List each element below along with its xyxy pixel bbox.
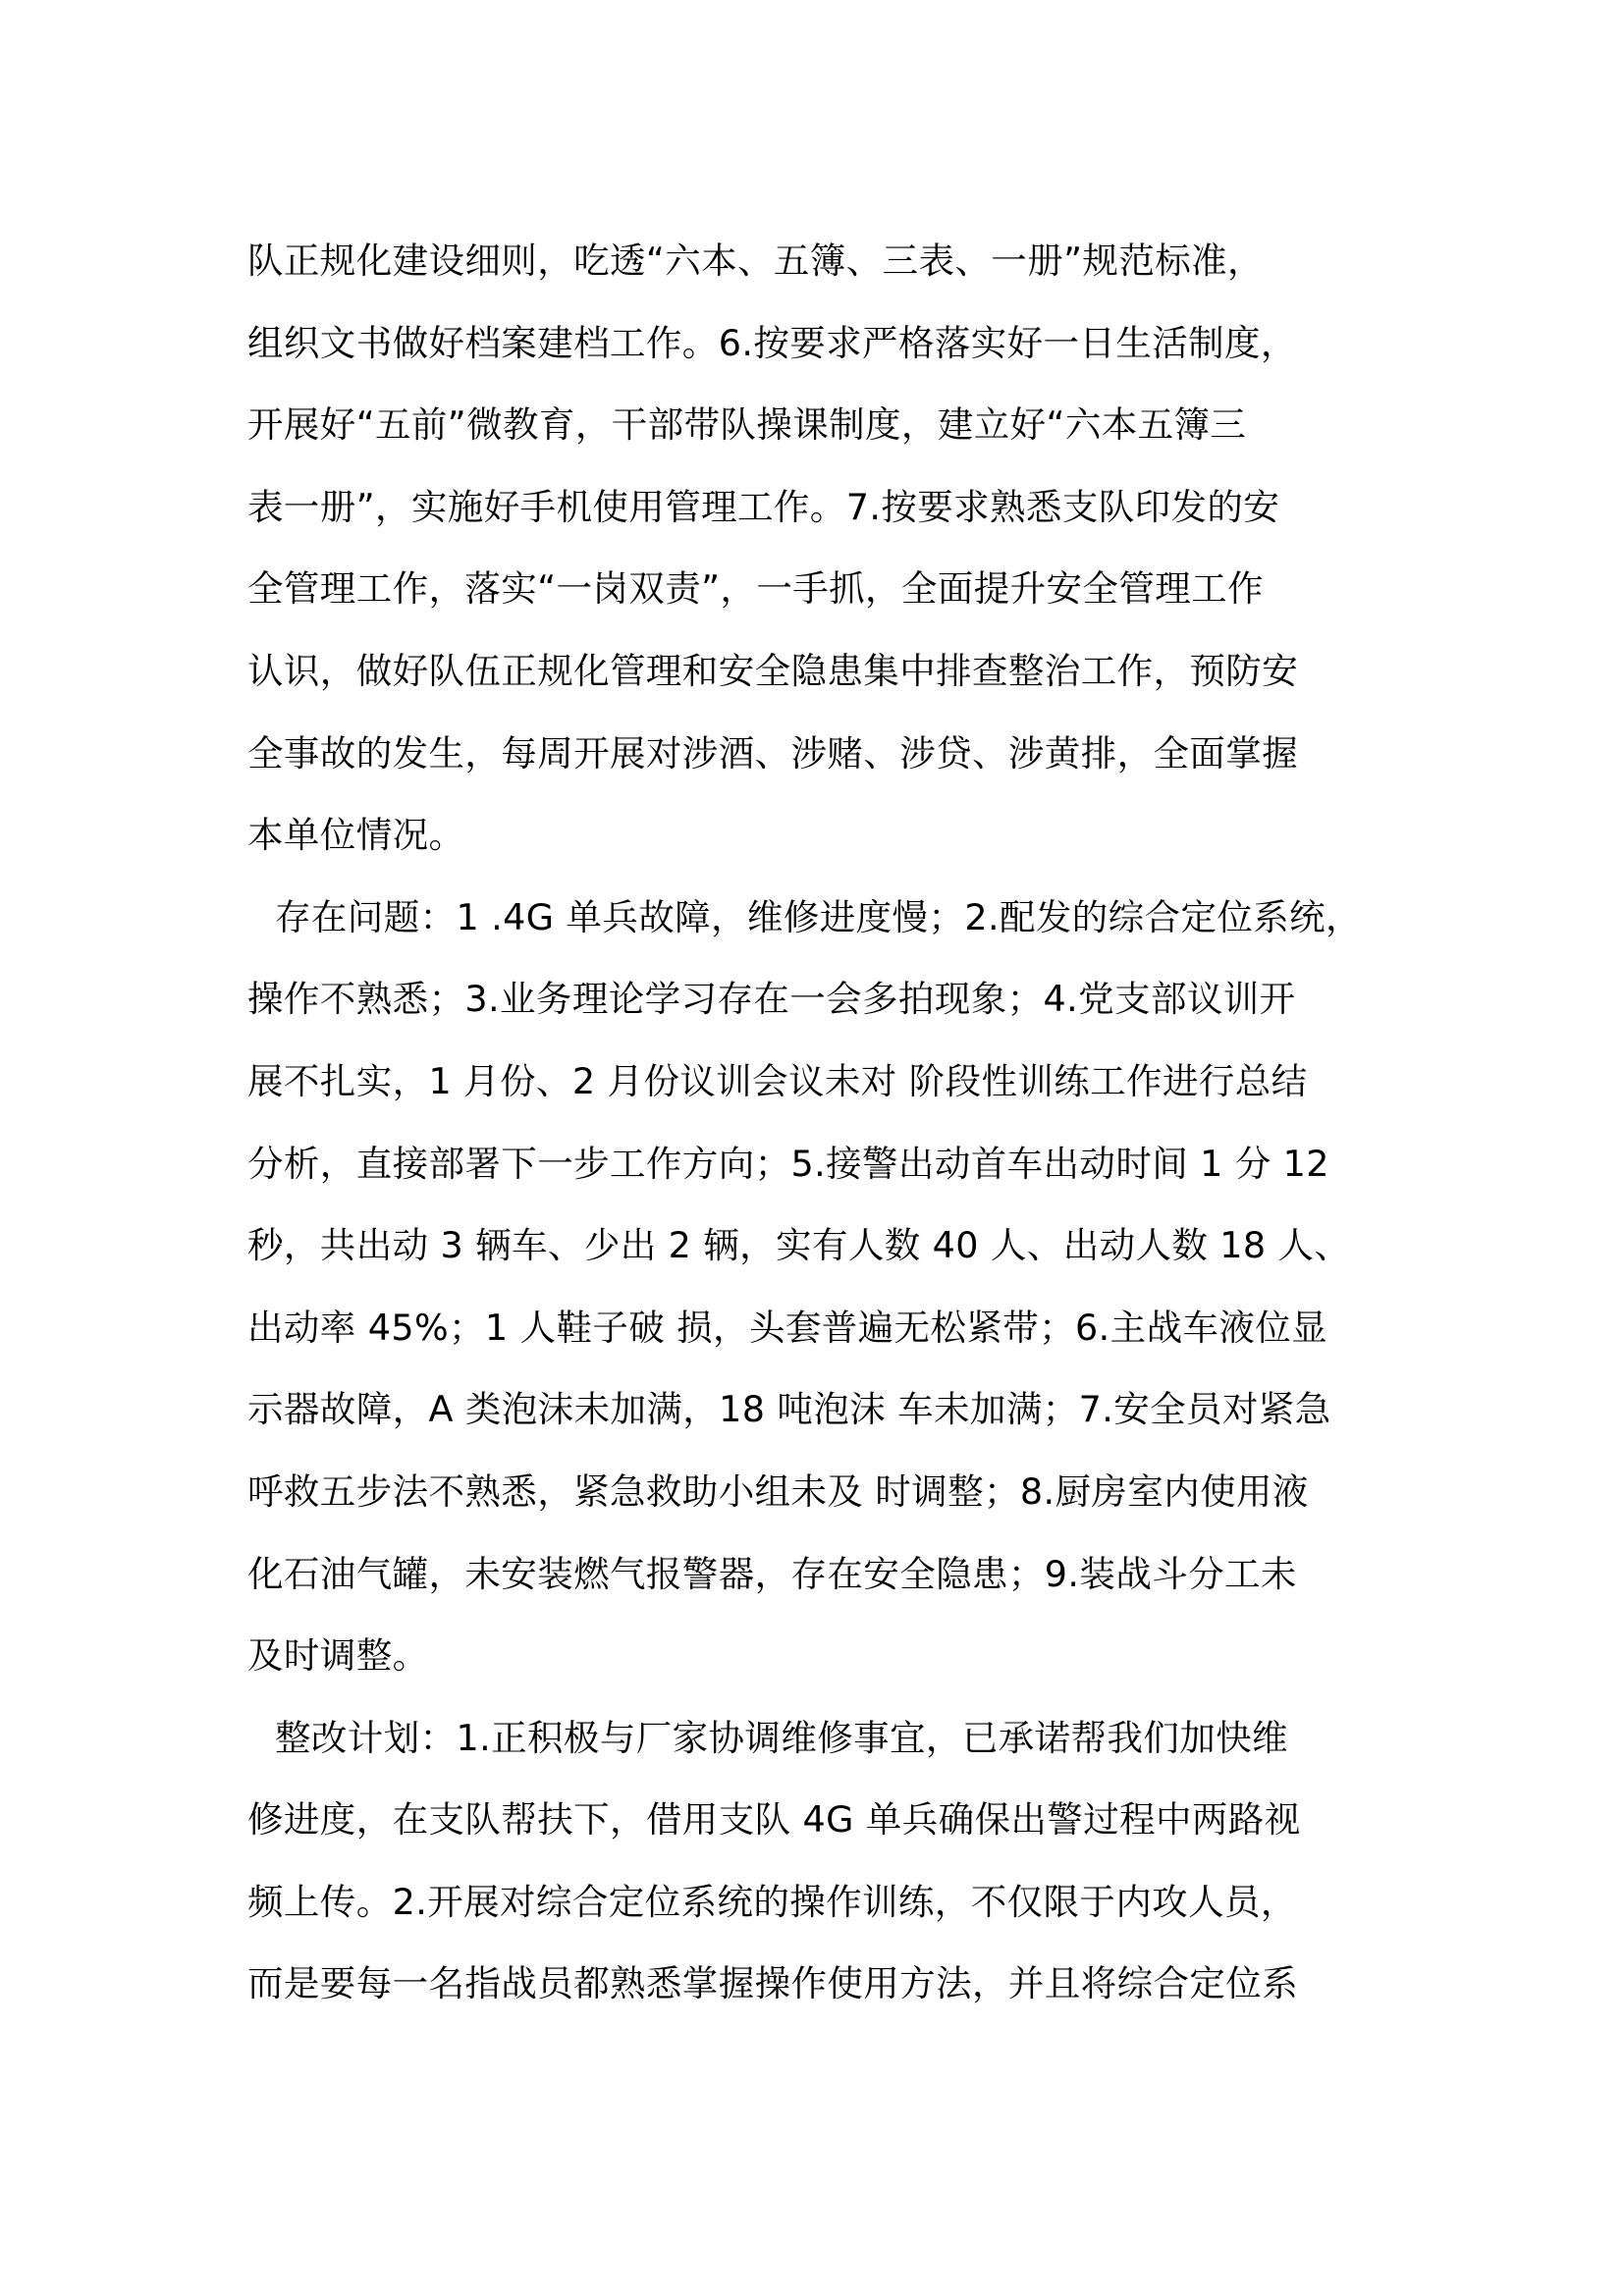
- text-line: 出动率 45%；1 人鞋子破 损，头套普遍无松紧带；6.主战车液位显: [247, 1306, 1328, 1349]
- text-line: 队正规化建设细则，吃透“六本、五簿、三表、一册”规范标准，: [247, 240, 1264, 282]
- text-line: 及时调整。: [247, 1634, 429, 1678]
- text-line: 认识，做好队伍正规化管理和安全隐患集中排查整治工作，预防安: [247, 649, 1299, 692]
- text-line: 组织文书做好档案建档工作。6.按要求严格落实好一日生活制度，: [247, 321, 1297, 364]
- text-line: 示器故障，A 类泡沫未加满，18 吨泡沫 车未加满；7.安全员对紧急: [247, 1388, 1331, 1431]
- paragraph-heading-line: 整改计划：1.正积极与厂家协调维修事宜，已承诺帮我们加快维: [275, 1716, 1288, 1759]
- text-line: 修进度，在支队帮扶下，借用支队 4G 单兵确保出警过程中两路视: [247, 1798, 1301, 1842]
- text-line: 展不扎实，1 月份、2 月份议训会议未对 阶段性训练工作进行总结: [247, 1059, 1308, 1102]
- text-line: 呼救五步法不熟悉，紧急救助小组未及 时调整；8.厨房室内使用液: [247, 1469, 1309, 1513]
- text-line: 而是要每一名指战员都熟悉掌握操作使用方法，并且将综合定位系: [247, 1962, 1299, 2005]
- document-body: [247, 232, 1406, 2037]
- paragraph-heading-line: 存在问题：1 .4G 单兵故障，维修进度慢；2.配发的综合定位系统，: [275, 895, 1362, 938]
- text-line: 化石油气罐，未安装燃气报警器，存在安全隐患；9.装战斗分工未: [247, 1552, 1297, 1595]
- text-line: 全管理工作，落实“一岗双责”，一手抓，全面提升安全管理工作: [247, 567, 1264, 611]
- text-line: 频上传。2.开展对综合定位系统的操作训练，不仅限于内攻人员，: [247, 1880, 1297, 1923]
- text-line: 分析，直接部署下一步工作方向；5.接警出动首车出动时间 1 分 12: [247, 1142, 1329, 1185]
- text-line: 开展好“五前”微教育，干部带队操课制度，建立好“六本五簿三: [247, 403, 1247, 447]
- text-line: 本单位情况。: [247, 814, 465, 857]
- text-line: 操作不熟悉；3.业务理论学习存在一会多拍现象；4.党支部议训开: [247, 978, 1296, 1021]
- text-line: 全事故的发生，每周开展对涉酒、涉赌、涉贷、涉黄排，全面掌握: [247, 731, 1299, 774]
- text-line: 秒，共出动 3 辆车、少出 2 辆，实有人数 40 人、出动人数 18 人、: [247, 1224, 1351, 1267]
- text-line: 表一册”，实施好手机使用管理工作。7.按要求熟悉支队印发的安: [247, 485, 1280, 528]
